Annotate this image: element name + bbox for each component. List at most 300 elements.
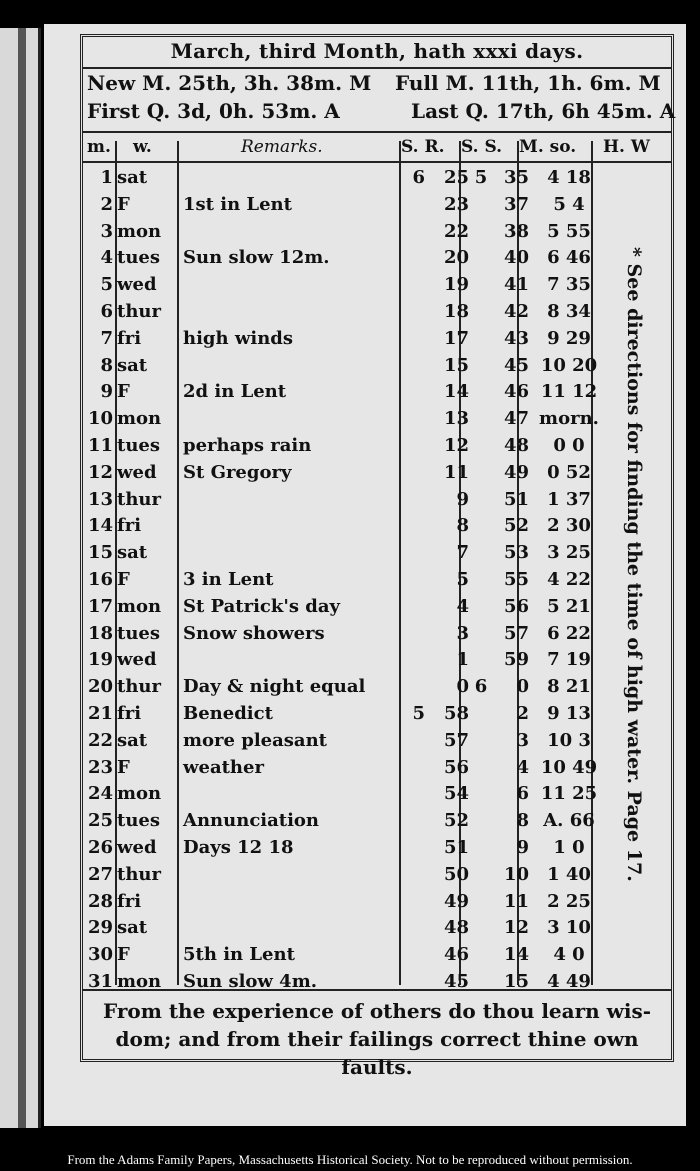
remark <box>177 781 405 808</box>
sunset-hour <box>471 540 491 567</box>
day-number: 7 <box>100 327 113 349</box>
remark <box>177 889 405 916</box>
weekday: sat <box>117 167 148 188</box>
sunrise-minutes: 7 <box>456 542 469 564</box>
moon-sets: 1 40 <box>547 863 591 885</box>
weekday: mon <box>117 408 162 430</box>
weekday: wed <box>117 461 157 483</box>
moon-sets: 3 25 <box>547 542 591 564</box>
day-number: 2 <box>100 193 113 215</box>
calendar-row <box>83 379 605 406</box>
day-number: 13 <box>87 488 113 510</box>
remark <box>177 406 405 433</box>
sunrise-minutes: 22 <box>443 220 469 242</box>
weekday: F <box>117 944 130 966</box>
remark: St Patrick's day <box>183 595 340 617</box>
page-gutter <box>18 28 26 1128</box>
moon-sets: 0 0 <box>553 434 585 456</box>
sunrise-minutes: 12 <box>443 434 469 456</box>
sunrise-hour <box>405 540 425 567</box>
remark: 5th in Lent <box>183 944 295 966</box>
divider <box>83 131 671 133</box>
sunrise-minutes: 19 <box>443 274 469 296</box>
day-number: 3 <box>100 220 113 242</box>
sunrise-hour <box>405 513 425 540</box>
sunset-hour <box>471 621 491 648</box>
calendar-row <box>83 540 605 567</box>
sunrise-minutes: 23 <box>443 193 469 215</box>
sunrise-minutes: 11 <box>443 461 469 483</box>
remark: Snow showers <box>183 622 325 644</box>
remark <box>177 862 405 889</box>
sunset-hour <box>471 487 491 514</box>
divider <box>83 989 671 991</box>
sunrise-hour <box>405 808 425 835</box>
day-number: 24 <box>87 783 113 805</box>
calendar-row <box>83 808 605 835</box>
sunset-hour <box>471 272 491 299</box>
sunrise-hour <box>405 889 425 916</box>
weekday: tues <box>117 247 160 269</box>
sunrise-hour <box>405 621 425 648</box>
weekday: mon <box>117 783 162 805</box>
calendar-row <box>83 567 605 594</box>
moon-sets: 5 55 <box>547 220 591 242</box>
calendar-row <box>83 781 605 808</box>
remark <box>177 915 405 942</box>
day-number: 28 <box>87 890 113 912</box>
sunset-minutes: 14 <box>503 944 529 966</box>
moon-sets: 7 35 <box>547 274 591 296</box>
calendar-row <box>83 942 605 969</box>
sunset-minutes: 45 <box>503 354 529 376</box>
remark <box>177 165 405 192</box>
day-number: 20 <box>87 676 113 698</box>
weekday: thur <box>117 300 161 322</box>
motto-line-2: dom; and from their failings correct thine own faults. <box>115 1027 639 1079</box>
sunset-hour <box>471 889 491 916</box>
sunset-hour <box>471 728 491 755</box>
sunset-hour: 6 <box>474 676 488 698</box>
day-number: 27 <box>87 863 113 885</box>
new-moon: New M. 25th, 3h. 38m. M <box>87 71 372 95</box>
day-number: 29 <box>87 917 113 939</box>
calendar-row <box>83 969 605 996</box>
day-number: 15 <box>87 542 113 564</box>
sunset-hour <box>471 299 491 326</box>
sunrise-hour <box>405 219 425 246</box>
remark <box>177 219 405 246</box>
sunrise-minutes: 1 <box>456 649 469 671</box>
calendar-row <box>83 701 605 728</box>
sunset-minutes: 47 <box>503 408 529 430</box>
almanac-page <box>44 24 686 1126</box>
sunrise-hour <box>405 647 425 674</box>
sunrise-minutes: 45 <box>443 970 469 992</box>
sunrise-hour <box>405 192 425 219</box>
remark: 2d in Lent <box>183 381 287 403</box>
sunrise-hour <box>405 594 425 621</box>
sunset-minutes: 0 <box>516 676 529 698</box>
weekday: wed <box>117 649 157 671</box>
day-number: 25 <box>87 810 113 832</box>
weekday: tues <box>117 810 160 832</box>
moon-sets: 7 19 <box>547 649 591 671</box>
moon-sets: 8 34 <box>547 300 591 322</box>
calendar-row <box>83 862 605 889</box>
sunrise-minutes: 15 <box>443 354 469 376</box>
sunrise-minutes: 50 <box>443 863 469 885</box>
day-number: 10 <box>87 408 113 430</box>
weekday: mon <box>117 220 162 242</box>
moon-sets: 4 49 <box>547 970 591 992</box>
calendar-row <box>83 219 605 246</box>
remark: Sun slow 4m. <box>183 970 318 992</box>
sunset-hour: 5 <box>474 167 488 188</box>
weekday: fri <box>117 702 142 724</box>
sunrise-hour <box>405 835 425 862</box>
sunset-minutes: 43 <box>503 327 529 349</box>
remark: 3 in Lent <box>183 568 274 590</box>
remark: Days 12 18 <box>183 836 294 858</box>
header-sunset: S. S. <box>461 137 503 157</box>
sunset-minutes: 40 <box>503 247 529 269</box>
sunrise-minutes: 5 <box>456 568 469 590</box>
weekday: sat <box>117 917 148 939</box>
motto-line-1: From the experience of others do thou learn wis- <box>102 999 652 1023</box>
weekday: fri <box>117 327 142 349</box>
sunrise-minutes: 52 <box>443 810 469 832</box>
sunrise-hour <box>405 433 425 460</box>
copyright-footer: From the Adams Family Papers, Massachusetts Historical Society. Not to be reproduced without permission. <box>67 1152 633 1167</box>
sunrise-minutes: 57 <box>443 729 469 751</box>
header-high-water: H. W <box>603 137 650 157</box>
day-number: 30 <box>87 944 113 966</box>
sunset-hour <box>471 808 491 835</box>
day-number: 6 <box>100 300 113 322</box>
sunset-minutes: 48 <box>503 434 529 456</box>
header-weekday: w. <box>133 137 152 157</box>
remark: Annunciation <box>183 810 320 832</box>
sunrise-minutes: 51 <box>443 836 469 858</box>
calendar-row <box>83 594 605 621</box>
sunrise-hour <box>405 781 425 808</box>
day-number: 19 <box>87 649 113 671</box>
day-number: 17 <box>87 595 113 617</box>
calendar-row <box>83 915 605 942</box>
weekday: F <box>117 756 130 778</box>
remark <box>177 647 405 674</box>
remark: Sun slow 12m. <box>183 247 330 269</box>
day-number: 11 <box>87 434 113 456</box>
sunset-hour <box>471 647 491 674</box>
day-number: 21 <box>87 702 113 724</box>
weekday: mon <box>117 595 162 617</box>
moon-sets: 6 22 <box>547 622 591 644</box>
sunrise-minutes: 56 <box>443 756 469 778</box>
sunset-minutes: 3 <box>516 729 529 751</box>
weekday: tues <box>117 622 160 644</box>
sunrise-minutes: 54 <box>443 783 469 805</box>
sunrise-hour <box>405 755 425 782</box>
sunset-minutes: 59 <box>503 649 529 671</box>
sunrise-hour <box>405 862 425 889</box>
sunset-hour <box>471 915 491 942</box>
remark: weather <box>183 756 264 778</box>
remark <box>177 487 405 514</box>
sunset-minutes: 53 <box>503 542 529 564</box>
sunrise-hour <box>405 245 425 272</box>
weekday: F <box>117 381 130 403</box>
calendar-row <box>83 272 605 299</box>
day-number: 1 <box>100 167 113 188</box>
day-number: 22 <box>87 729 113 751</box>
weekday: mon <box>117 970 162 992</box>
sunrise-minutes: 14 <box>443 381 469 403</box>
sunset-minutes: 52 <box>503 515 529 537</box>
divider <box>83 67 671 69</box>
calendar-row <box>83 674 605 701</box>
sunset-hour <box>471 379 491 406</box>
sunrise-hour <box>405 326 425 353</box>
weekday: fri <box>117 515 142 537</box>
remark: Benedict <box>183 702 273 724</box>
almanac-frame <box>80 34 676 1079</box>
calendar-row <box>83 889 605 916</box>
sunset-hour <box>471 835 491 862</box>
header-sunrise: S. R. <box>401 137 445 157</box>
moon-sets: 10 20 <box>540 354 598 376</box>
weekday: wed <box>117 836 157 858</box>
sunrise-hour <box>405 915 425 942</box>
sunrise-minutes: 0 <box>456 676 469 698</box>
sunrise-hour <box>405 379 425 406</box>
moon-sets: 11 25 <box>540 783 598 805</box>
remark: Day & night equal <box>183 676 366 698</box>
sunset-minutes: 9 <box>516 836 529 858</box>
remark <box>177 540 405 567</box>
day-number: 12 <box>87 461 113 483</box>
sunrise-hour: 6 <box>412 167 425 188</box>
motto <box>83 997 671 1081</box>
calendar-table <box>83 165 605 996</box>
weekday: thur <box>117 488 161 510</box>
moon-sets: 4 0 <box>553 944 585 966</box>
moon-sets: 8 21 <box>547 676 591 698</box>
day-number: 14 <box>87 515 113 537</box>
day-number: 9 <box>100 381 113 403</box>
sunset-hour <box>471 942 491 969</box>
weekday: sat <box>117 354 148 376</box>
day-number: 23 <box>87 756 113 778</box>
sunset-minutes: 56 <box>503 595 529 617</box>
moon-sets: 1 37 <box>547 488 591 510</box>
moon-sets: 4 18 <box>547 167 591 188</box>
calendar-row <box>83 165 605 192</box>
remark: 1st in Lent <box>183 193 292 215</box>
sunset-hour <box>471 781 491 808</box>
sunset-minutes: 2 <box>516 702 529 724</box>
remark: perhaps rain <box>183 434 312 456</box>
calendar-row <box>83 647 605 674</box>
sunset-minutes: 8 <box>516 810 529 832</box>
sunset-minutes: 57 <box>503 622 529 644</box>
calendar-row <box>83 835 605 862</box>
sunrise-hour <box>405 487 425 514</box>
weekday: thur <box>117 676 161 698</box>
sunrise-hour <box>405 942 425 969</box>
moon-sets: morn. <box>539 408 599 430</box>
weekday: F <box>117 568 130 590</box>
sunrise-minutes: 8 <box>456 515 469 537</box>
sunset-minutes: 10 <box>503 863 529 885</box>
moon-sets: 2 25 <box>547 890 591 912</box>
calendar-row <box>83 433 605 460</box>
sunrise-hour <box>405 299 425 326</box>
sunrise-minutes: 25 <box>443 167 469 188</box>
sunrise-minutes: 46 <box>443 944 469 966</box>
sunset-minutes: 51 <box>503 488 529 510</box>
sunset-minutes: 4 <box>516 756 529 778</box>
weekday: wed <box>117 274 157 296</box>
calendar-row <box>83 326 605 353</box>
calendar-row <box>83 192 605 219</box>
sunrise-hour: 5 <box>412 702 425 724</box>
moon-sets: 11 12 <box>540 381 598 403</box>
sunset-minutes: 11 <box>503 890 529 912</box>
sunrise-minutes: 20 <box>443 247 469 269</box>
moon-sets: 9 29 <box>547 327 591 349</box>
sunrise-hour <box>405 567 425 594</box>
day-number: 31 <box>87 970 113 992</box>
weekday: tues <box>117 434 160 456</box>
sunset-hour <box>471 701 491 728</box>
sunset-minutes: 35 <box>503 167 529 188</box>
sunset-hour <box>471 326 491 353</box>
header-day-of-month: m. <box>87 137 111 157</box>
moon-sets: 10 3 <box>547 729 591 751</box>
calendar-row <box>83 406 605 433</box>
sunset-minutes: 15 <box>503 970 529 992</box>
sunrise-hour <box>405 353 425 380</box>
last-quarter: Last Q. 17th, 6h 45m. A <box>411 99 676 123</box>
calendar-row <box>83 353 605 380</box>
sunset-hour <box>471 219 491 246</box>
sunset-hour <box>471 460 491 487</box>
sunset-minutes: 6 <box>516 783 529 805</box>
day-number: 8 <box>100 354 113 376</box>
high-water-note: * See directions for finding the time of high water. Page 17. <box>623 247 645 882</box>
moon-sets: 0 52 <box>547 461 591 483</box>
sunset-hour <box>471 353 491 380</box>
sunset-minutes: 12 <box>503 917 529 939</box>
day-number: 4 <box>100 247 113 269</box>
sunrise-hour <box>405 272 425 299</box>
calendar-row <box>83 245 605 272</box>
sunset-hour <box>471 594 491 621</box>
moon-sets: 3 10 <box>547 917 591 939</box>
calendar-row <box>83 460 605 487</box>
calendar-row <box>83 755 605 782</box>
sunrise-minutes: 58 <box>443 702 469 724</box>
sunrise-minutes: 49 <box>443 890 469 912</box>
sunset-minutes: 41 <box>503 274 529 296</box>
sunrise-hour <box>405 406 425 433</box>
sunrise-minutes: 4 <box>456 595 469 617</box>
sunset-hour <box>471 513 491 540</box>
divider <box>83 161 671 163</box>
remark <box>177 513 405 540</box>
day-number: 26 <box>87 836 113 858</box>
sunset-minutes: 49 <box>503 461 529 483</box>
first-quarter: First Q. 3d, 0h. 53m. A <box>87 99 340 123</box>
calendar-row <box>83 299 605 326</box>
sunset-minutes: 55 <box>503 568 529 590</box>
sunrise-hour <box>405 674 425 701</box>
sunrise-hour <box>405 728 425 755</box>
month-title: March, third Month, hath xxxi days. <box>170 39 584 63</box>
sunset-hour <box>471 969 491 996</box>
moon-sets: A. 66 <box>543 810 595 832</box>
day-number: 18 <box>87 622 113 644</box>
sunrise-minutes: 3 <box>456 622 469 644</box>
moon-sets: 4 22 <box>547 568 591 590</box>
day-number: 16 <box>87 568 113 590</box>
moon-sets: 1 0 <box>553 836 585 858</box>
remark <box>177 299 405 326</box>
weekday: thur <box>117 863 161 885</box>
weekday: F <box>117 193 130 215</box>
sunrise-minutes: 48 <box>443 917 469 939</box>
moon-sets: 10 49 <box>540 756 598 778</box>
moon-sets: 5 4 <box>553 193 585 215</box>
sunrise-hour <box>405 969 425 996</box>
weekday: sat <box>117 542 148 564</box>
calendar-row <box>83 513 605 540</box>
sunset-hour <box>471 567 491 594</box>
calendar-row <box>83 487 605 514</box>
weekday: fri <box>117 890 142 912</box>
header-remarks: Remarks. <box>241 137 323 157</box>
calendar-row <box>83 621 605 648</box>
sunset-hour <box>471 862 491 889</box>
full-moon: Full M. 11th, 1h. 6m. M <box>395 71 661 95</box>
remark: high winds <box>183 327 294 349</box>
sunset-hour <box>471 433 491 460</box>
calendar-row <box>83 728 605 755</box>
moon-sets: 5 21 <box>547 595 591 617</box>
sunrise-minutes: 9 <box>456 488 469 510</box>
sunrise-minutes: 17 <box>443 327 469 349</box>
remark <box>177 353 405 380</box>
sunset-hour <box>471 192 491 219</box>
header-moon-sets: M. so. <box>519 137 577 157</box>
moon-sets: 6 46 <box>547 247 591 269</box>
moon-sets: 9 13 <box>547 702 591 724</box>
sunset-hour <box>471 245 491 272</box>
remark <box>177 272 405 299</box>
sunrise-minutes: 18 <box>443 300 469 322</box>
sunset-minutes: 38 <box>503 220 529 242</box>
sunset-minutes: 42 <box>503 300 529 322</box>
remark: St Gregory <box>183 461 292 483</box>
remark: more pleasant <box>183 729 327 751</box>
day-number: 5 <box>100 274 113 296</box>
sunset-hour <box>471 755 491 782</box>
sunset-minutes: 46 <box>503 381 529 403</box>
weekday: sat <box>117 729 148 751</box>
sunrise-minutes: 13 <box>443 408 469 430</box>
